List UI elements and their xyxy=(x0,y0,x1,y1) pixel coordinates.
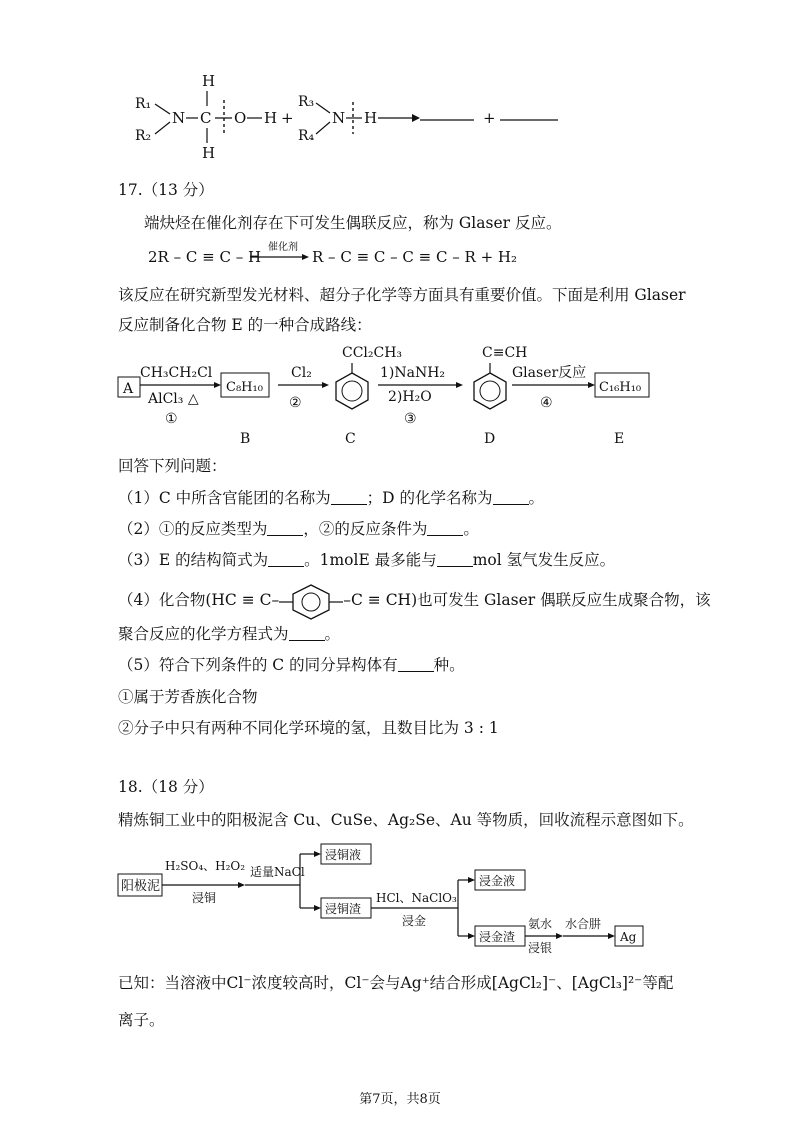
d-substituent: C≡CH xyxy=(482,345,528,361)
c-atom: C xyxy=(200,109,212,127)
label-b: B xyxy=(240,431,251,447)
q17-para-1: 该反应在研究新型发光材料、超分子化学等方面具有重要价值。下面是利用 Glaser xyxy=(118,286,686,304)
flow-reagent-3-bottom: 浸金 xyxy=(402,914,427,928)
step-3: ③ xyxy=(404,411,417,427)
label-d: D xyxy=(484,431,496,447)
plus-sign: + xyxy=(281,109,294,127)
flow-reagent-3-top: HCl、NaClO₃ xyxy=(376,891,457,905)
flow-reagent-2-top: 适量NaCl xyxy=(250,865,305,879)
flow-reagent-1-bottom: 浸铜 xyxy=(192,891,217,905)
flow-reagent-5-top: 水合肼 xyxy=(565,917,602,931)
n2-atom: N xyxy=(332,109,346,127)
box-a-label: A xyxy=(123,381,134,397)
flow-reagent-1-top: H₂SO₄、H₂O₂ xyxy=(165,859,246,873)
synthesis-route xyxy=(0,335,800,455)
benzene-ring-d xyxy=(474,373,506,409)
reagent-1-bottom: AlCl₃ △ xyxy=(148,391,199,407)
box-b-label: C₈H₁₀ xyxy=(226,380,263,395)
q3-blank-2[interactable] xyxy=(437,552,473,567)
q4-blank[interactable] xyxy=(289,626,325,641)
o-atom: O xyxy=(234,109,247,127)
r4-label: R₄ xyxy=(298,128,315,144)
q17-para-2: 反应制备化合物 E 的一种合成路线： xyxy=(118,316,372,334)
step-1: ① xyxy=(165,411,178,427)
r2-label: R₂ xyxy=(135,128,152,144)
benzene-ring-c xyxy=(336,373,368,409)
reagent-4-top: Glaser反应 xyxy=(512,365,587,381)
q17-question-1: （1）C 中所含官能团的名称为 ；D 的化学名称为 。 xyxy=(118,489,545,507)
q3-blank-1[interactable] xyxy=(268,552,304,567)
q18-intro: 精炼铜工业中的阳极泥含 Cu、CuSe、Ag₂Se、Au 等物质，回收流程示意图如下。 xyxy=(118,811,694,829)
reagent-1-top: CH₃CH₂Cl xyxy=(140,365,213,381)
svg-text:浸铜渣: 浸铜渣 xyxy=(325,902,362,916)
q17-question-3: （3）E 的结构简式为 。1molE 最多能与 mol 氢气发生反应。 xyxy=(118,551,616,569)
flow-reagent-4-top: 氨水 xyxy=(528,917,553,931)
q5-blank[interactable] xyxy=(398,657,434,672)
step-4: ④ xyxy=(540,395,553,411)
box-cu-leachate-label: 浸铜液 xyxy=(325,848,362,862)
box-ag-label: Ag xyxy=(620,930,637,944)
label-e: E xyxy=(614,431,625,447)
h2-atom: H xyxy=(364,109,378,127)
step-2: ② xyxy=(289,395,302,411)
h-atom: H xyxy=(264,109,278,127)
q2-blank-2[interactable] xyxy=(427,521,463,536)
r3-label: R₃ xyxy=(298,94,315,110)
equation-left: 2R – C ≡ C – H xyxy=(148,248,262,266)
q1-blank-1[interactable] xyxy=(331,490,367,505)
reagent-3-top: 1)NaNH₂ xyxy=(380,365,446,381)
q18-header: 18.（18 分） xyxy=(118,778,214,796)
reagent-3-bottom: 2)H₂O xyxy=(388,389,432,405)
equation-right: R – C ≡ C – C ≡ C – R + H₂ xyxy=(312,248,518,266)
r1-label: R₁ xyxy=(135,96,152,112)
q17-intro: 端炔烃在催化剂存在下可发生偶联反应，称为 Glaser 反应。 xyxy=(144,214,562,232)
flow-reagent-4-bottom: 浸银 xyxy=(528,941,553,955)
catalyst-label: 催化剂 xyxy=(268,242,298,253)
box-au-residue-label: 浸金渣 xyxy=(479,930,516,944)
c-substituent: CCl₂CH₃ xyxy=(342,345,403,361)
reagent-2-top: Cl₂ xyxy=(291,365,312,381)
q2-blank-1[interactable] xyxy=(267,521,303,536)
q17-question-5: （5）符合下列条件的 C 的同分异构体有 种。 xyxy=(118,656,465,674)
n1-atom: N xyxy=(172,109,186,127)
h-top: H xyxy=(202,72,216,90)
box-au-leachate-label: 浸金液 xyxy=(479,874,516,888)
top-reaction xyxy=(0,0,800,170)
q17-prompt: 回答下列问题： xyxy=(118,457,227,475)
q17-condition-1: ①属于芳香族化合物 xyxy=(118,688,258,706)
benzene-ring-para xyxy=(279,581,343,621)
q17-header: 17.（13 分） xyxy=(118,181,214,199)
q18-note-line-2: 离子。 xyxy=(118,1011,165,1029)
q17-question-2: （2）①的反应类型为 ，②的反应条件为 。 xyxy=(118,520,479,538)
box-anode-slime-label: 阳极泥 xyxy=(121,879,161,894)
recovery-flowchart xyxy=(0,840,800,960)
q1-blank-2[interactable] xyxy=(493,490,529,505)
box-e-label: C₁₆H₁₀ xyxy=(599,380,642,395)
label-c: C xyxy=(345,431,356,447)
q18-note-line-1: 已知：当溶液中Cl⁻浓度较高时，Cl⁻会与Ag⁺结合形成[AgCl₂]⁻、[AgCl₃]²⁻等配 xyxy=(118,974,674,992)
h-bottom: H xyxy=(202,144,216,162)
plus-sign-2: + xyxy=(483,109,496,127)
q17-question-4-cont: 聚合反应的化学方程式为 。 xyxy=(118,625,341,643)
page-footer: 第7页，共8页 xyxy=(359,1092,441,1107)
q17-condition-2: ②分子中只有两种不同化学环境的氢，且数目比为 3 : 1 xyxy=(118,719,499,737)
q17-question-4: （4）化合物(HC ≡ C– –C ≡ CH)也可发生 Glaser 偶联反应生成聚合物，该 xyxy=(118,581,711,621)
